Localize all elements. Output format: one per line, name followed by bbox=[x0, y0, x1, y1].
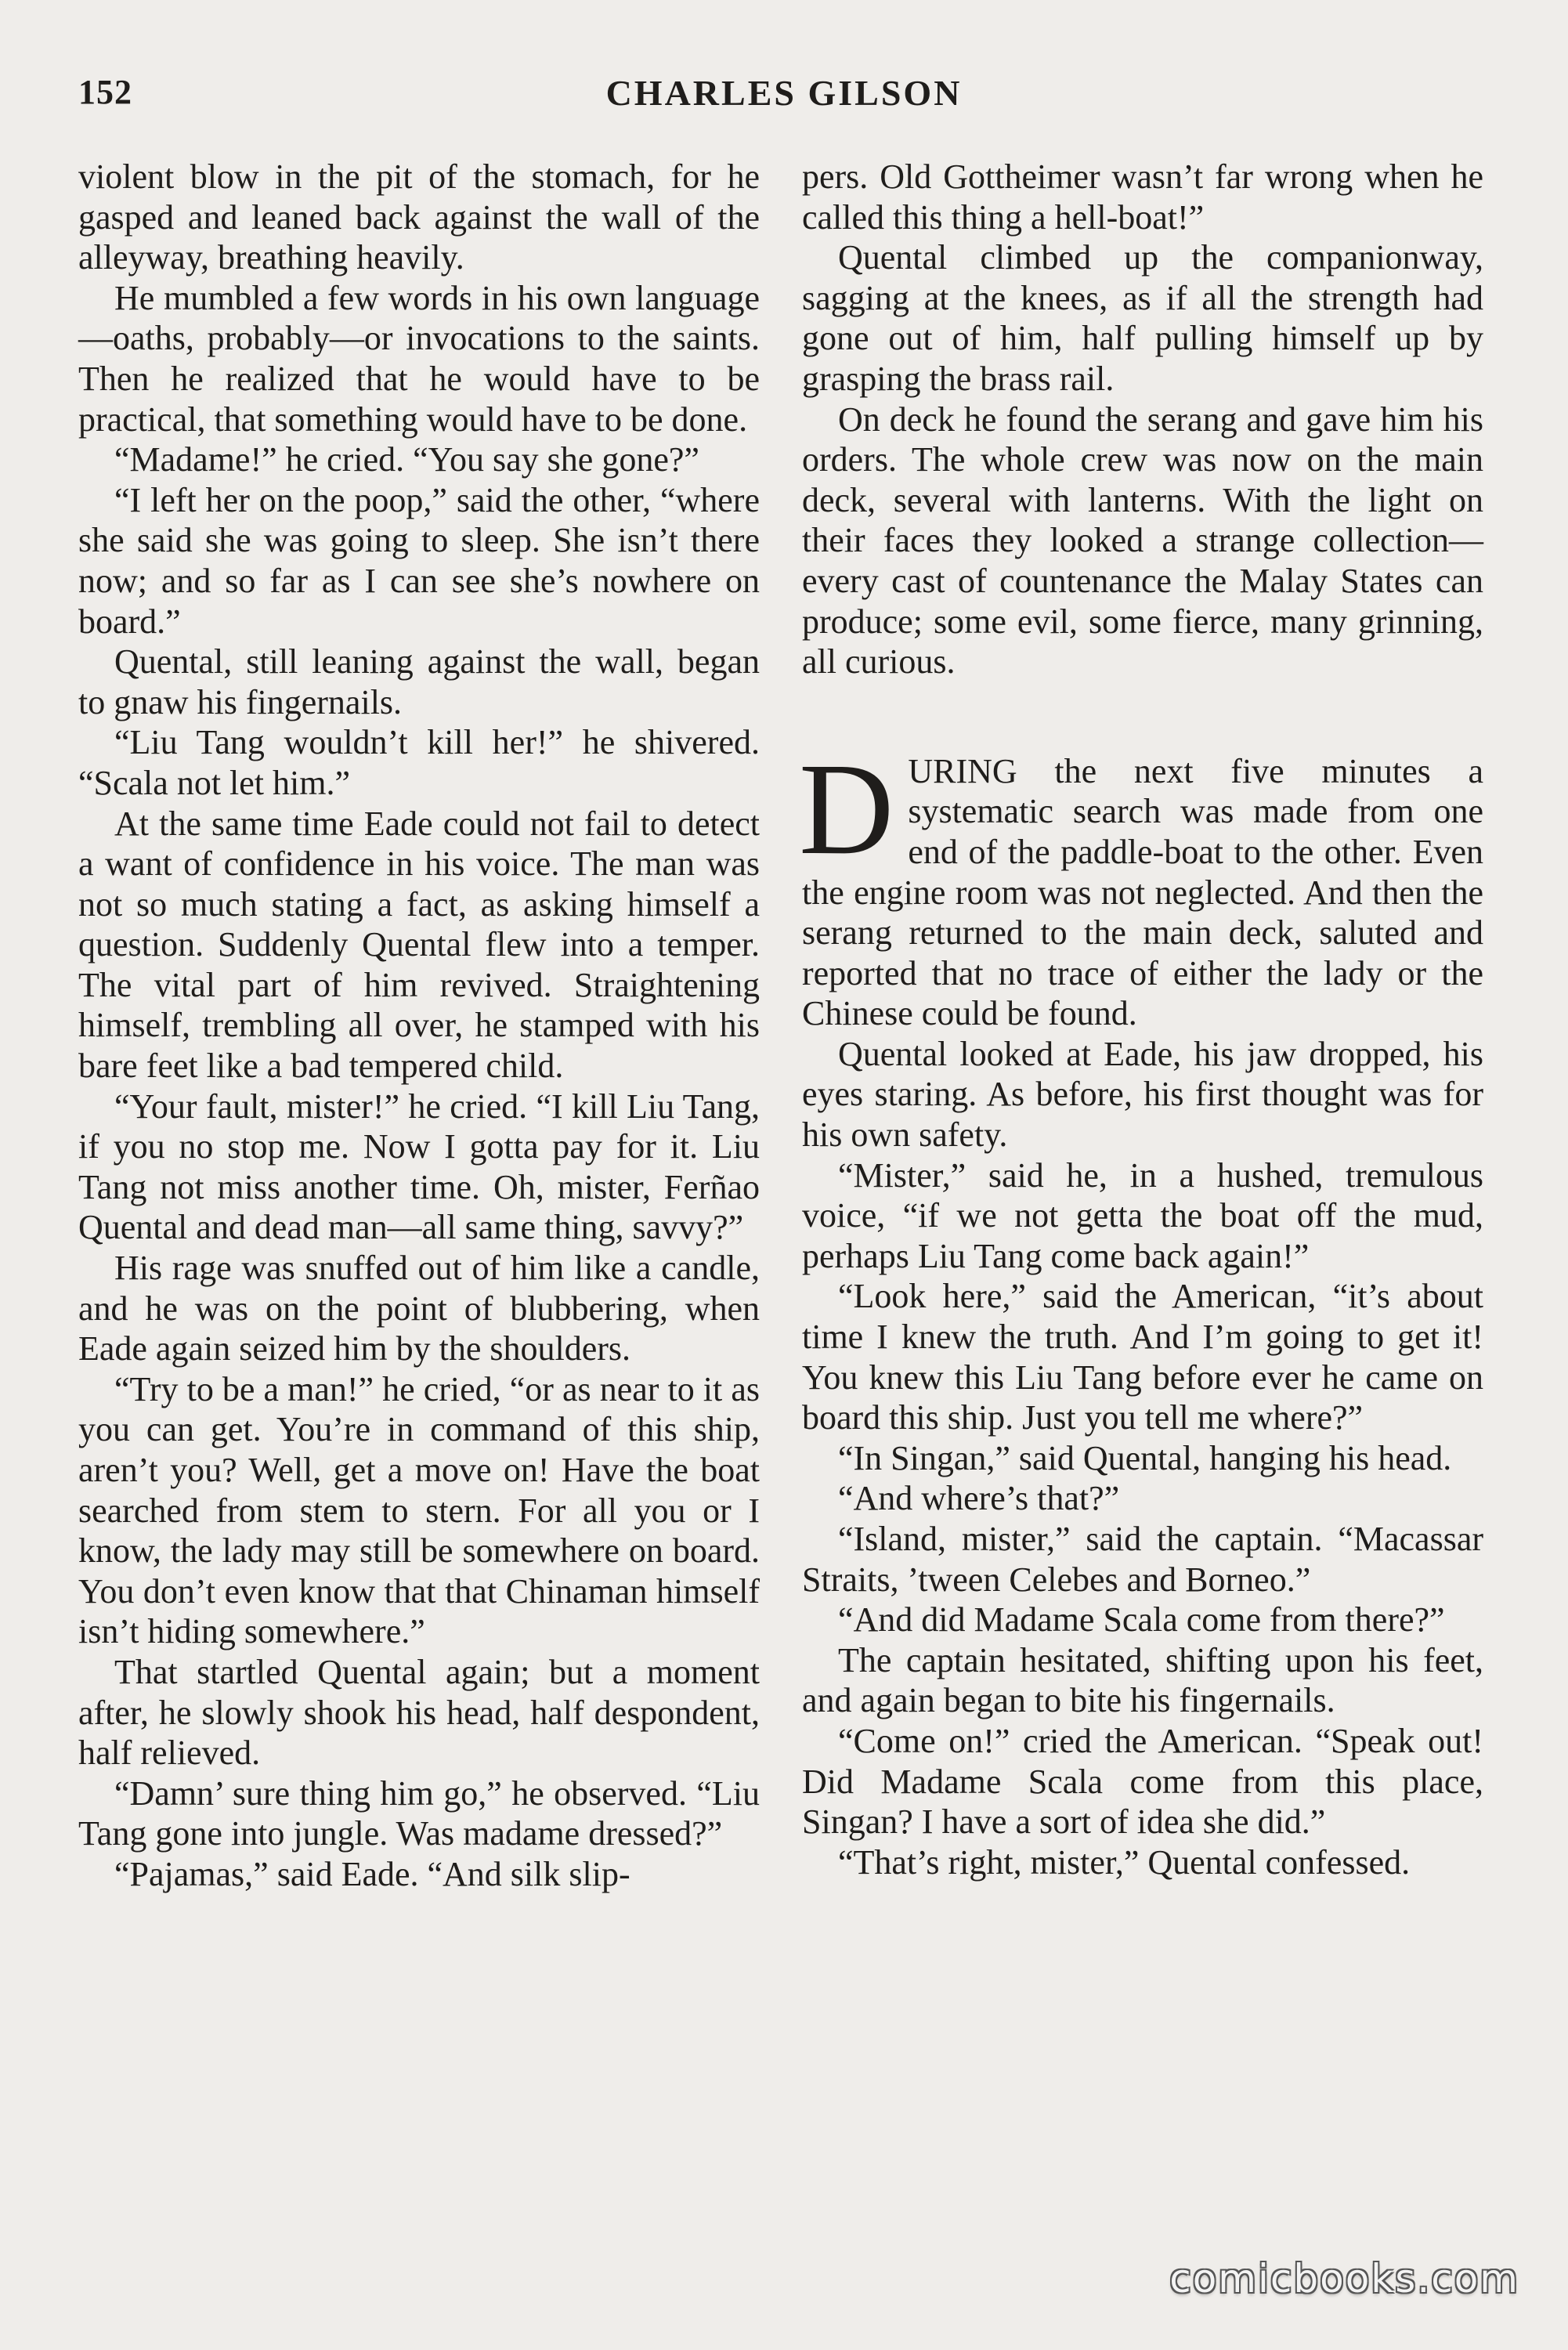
paragraph: Quental looked at Eade, his jaw dropped, his eyes staring. As before, his first thought was for his own safety. bbox=[802, 1034, 1483, 1155]
paragraph: “Try to be a man!” he cried, “or as near to it as you can get. You’re in command of this ship, aren’t you? Well, get a move on! Have the boat searched from stem to stern. For all you or I know, the lady may still be somewhere on board. You don’t even know that that Chinaman himself isn’t hiding somewhere.” bbox=[78, 1369, 760, 1651]
paragraph: His rage was snuffed out of him like a candle, and he was on the point of blubbering, when Eade again seized him by the shoulders. bbox=[78, 1249, 760, 1368]
paragraph: violent blow in the pit of the stomach, for he gasped and leaned back against the wall of the alleyway, breathing heavily. bbox=[78, 157, 760, 277]
paragraph: “Come on!” cried the American. “Speak out! Did Madame Scala come from this place, Singan? I have a sort of idea she did.” bbox=[802, 1721, 1483, 1842]
paragraph: “Damn’ sure thing him go,” he observed. “Liu Tang gone into jungle. Was madame dressed?” bbox=[78, 1773, 760, 1853]
paragraph: pers. Old Gottheimer wasn’t far wrong when he called this thing a hell-boat!” bbox=[802, 157, 1483, 237]
drop-cap-text: URING the next five minutes a systematic search was made from one end of the paddle-boat to the other. Even the engine room was not neglected. And then the serang returned to the main deck, saluted and reported that no trace of either the lady or the Chinese could be found. bbox=[802, 751, 1483, 1033]
paragraph: Quental climbed up the companionway, sagging at the knees, as if all the strength had gone out of him, half pulling himself up by grasping the brass rail. bbox=[802, 238, 1483, 398]
left-column bbox=[78, 157, 760, 1895]
paragraph: “Your fault, mister!” he cried. “I kill Liu Tang, if you no stop me. Now I gotta pay for it. Liu Tang not miss another time. Oh, mister, Ferñao Quental and dead man—all same thing, savvy?” bbox=[78, 1086, 760, 1247]
watermark: comicbooks.com bbox=[1169, 2256, 1519, 2301]
paragraph: “Mister,” said he, in a hushed, tremulous voice, “if we not getta the boat off the mud, perhaps Liu Tang come back again!” bbox=[802, 1155, 1483, 1275]
paragraph: “Pajamas,” said Eade. “And silk slip- bbox=[114, 1854, 630, 1893]
paragraph: “Look here,” said the American, “it’s about time I knew the truth. And I’m going to get it! You knew this Liu Tang before ever he came on board this ship. Just you tell me where?” bbox=[802, 1277, 1483, 1437]
paragraph: “And did Madame Scala come from there?” bbox=[838, 1600, 1445, 1640]
paragraph: Quental, still leaning against the wall, began to gnaw his fingernails. bbox=[78, 642, 760, 721]
paragraph: That startled Quental again; but a moment after, he slowly shook his head, half despondent, half relieved. bbox=[78, 1652, 760, 1773]
paragraph: At the same time Eade could not fail to detect a want of confidence in his voice. The man was not so much stating a fact, as asking himself a question. Suddenly Quental flew into a temper. The vital part of him revived. Straightening himself, trembling all over, he stamped with his bare feet like a bad tempered child. bbox=[78, 804, 760, 1086]
running-head: CHARLES GILSON bbox=[605, 73, 963, 113]
paragraph: “That’s right, mister,” Quental confessed. bbox=[838, 1842, 1411, 1882]
paragraph: On deck he found the serang and gave him his orders. The whole crew was now on the main deck, several with lanterns. With the light on their faces they looked a strange collection—every cast of countenance the Malay States can produce; some evil, some fierce, many grinning, all curious. bbox=[802, 400, 1483, 682]
paragraph: “In Singan,” said Quental, hanging his head. bbox=[838, 1438, 1452, 1477]
paragraph: He mumbled a few words in his own language—oaths, probably—or invocations to the saints. Then he realized that he would have to be practical, that something would have to be done. bbox=[78, 278, 760, 439]
page-number: 152 bbox=[78, 73, 132, 111]
paragraph: “Island, mister,” said the captain. “Macassar Straits, ’tween Celebes and Borneo.” bbox=[802, 1520, 1483, 1599]
drop-cap: D bbox=[799, 736, 894, 882]
paragraph: “Liu Tang wouldn’t kill her!” he shivered. “Scala not let him.” bbox=[78, 723, 760, 802]
section-opening-paragraph bbox=[799, 736, 1483, 1034]
paragraph: “I left her on the poop,” said the other, “where she said she was going to sleep. She isn’t there now; and so far as I can see she’s nowhere on board.” bbox=[78, 480, 760, 641]
paragraph: “And where’s that?” bbox=[838, 1479, 1120, 1518]
paragraph: “Madame!” he cried. “You say she gone?” bbox=[114, 440, 699, 479]
paragraph: The captain hesitated, shifting upon his feet, and again began to bite his fingernails. bbox=[802, 1640, 1483, 1720]
right-column bbox=[799, 157, 1483, 1882]
